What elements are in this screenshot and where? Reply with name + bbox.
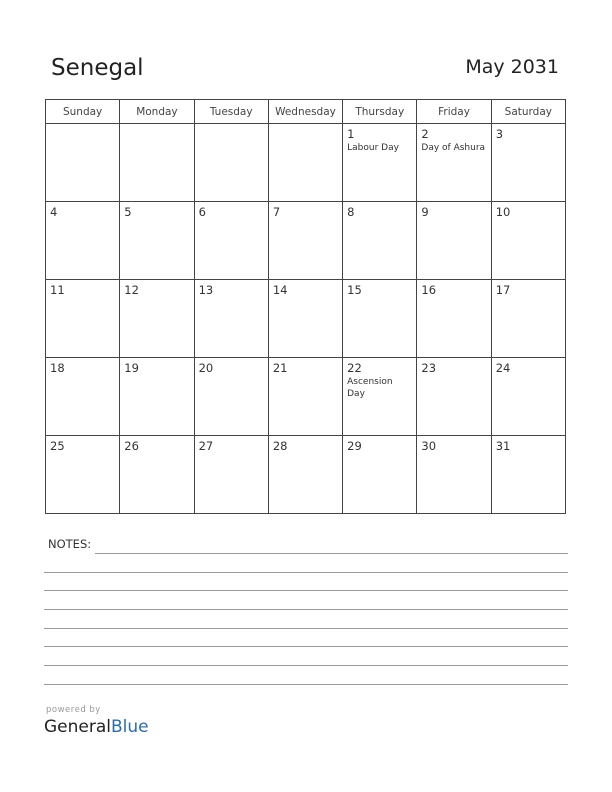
brand-name-general: General [44, 717, 111, 737]
day-cell [491, 436, 565, 514]
day-cell [194, 358, 268, 436]
day-number: 1 [347, 127, 355, 141]
weekday-header: Friday [417, 100, 491, 124]
day-cell [491, 124, 565, 202]
calendar-grid [45, 99, 566, 514]
day-cell [194, 280, 268, 358]
day-cell [46, 358, 120, 436]
country-title: Senegal [51, 55, 144, 81]
day-cell [46, 202, 120, 280]
day-cell [120, 436, 194, 514]
note-line [44, 609, 568, 610]
day-number: 19 [124, 361, 139, 375]
week-row [46, 436, 566, 514]
day-number: 25 [50, 439, 65, 453]
day-number: 21 [272, 361, 288, 375]
day-number: 18 [50, 361, 65, 375]
note-line [44, 572, 568, 573]
day-number: 4 [50, 205, 58, 219]
day-cell [268, 280, 342, 358]
day-number: 31 [495, 439, 511, 453]
note-line [44, 665, 568, 666]
day-number: 29 [347, 439, 362, 453]
week-row [46, 280, 566, 358]
notes-label: NOTES: [48, 537, 92, 551]
day-number: 17 [495, 283, 511, 297]
day-cell [46, 280, 120, 358]
holiday-label: Day of Ashura [421, 143, 486, 153]
week-row [46, 124, 566, 202]
day-number: 26 [124, 439, 139, 453]
day-number: 22 [347, 361, 362, 375]
day-cell [194, 124, 268, 202]
day-cell [46, 124, 120, 202]
day-cell [417, 124, 491, 202]
day-cell [268, 358, 342, 436]
day-number: 14 [272, 283, 288, 297]
day-cell [343, 124, 417, 202]
holiday-label: Ascension Day [347, 377, 393, 399]
day-cell [343, 358, 417, 436]
note-line [44, 646, 568, 647]
day-cell [46, 436, 120, 514]
weekday-header: Sunday [46, 100, 120, 124]
day-number: 12 [124, 283, 139, 297]
day-number: 11 [50, 283, 65, 297]
note-line [44, 628, 568, 629]
day-cell [417, 202, 491, 280]
weekday-header: Saturday [491, 100, 565, 124]
brand-name-blue: Blue [111, 717, 149, 737]
day-number: 2 [421, 127, 429, 141]
day-number: 9 [421, 205, 429, 219]
brand-logo [44, 717, 149, 737]
day-number: 23 [421, 361, 437, 375]
weekday-header: Monday [120, 100, 194, 124]
day-number: 5 [124, 205, 132, 219]
day-number: 30 [421, 439, 437, 453]
weekday-header: Wednesday [268, 100, 342, 124]
day-number: 24 [495, 361, 511, 375]
powered-by-text: powered by [46, 705, 101, 715]
day-cell [120, 358, 194, 436]
day-number: 28 [272, 439, 288, 453]
day-cell [120, 280, 194, 358]
note-line [44, 590, 568, 591]
day-cell [343, 202, 417, 280]
weekday-header: Thursday [343, 100, 417, 124]
note-line [44, 684, 568, 685]
note-line [95, 553, 568, 554]
weekday-header-row [46, 100, 566, 124]
day-cell [343, 436, 417, 514]
day-cell [491, 202, 565, 280]
holiday-label: Labour Day [347, 143, 399, 153]
day-cell [417, 280, 491, 358]
day-cell [417, 358, 491, 436]
day-cell [120, 124, 194, 202]
day-cell [268, 202, 342, 280]
day-number: 20 [198, 361, 214, 375]
day-number: 3 [495, 127, 504, 141]
day-cell [268, 436, 342, 514]
day-cell [194, 436, 268, 514]
day-cell [268, 124, 342, 202]
day-cell [491, 358, 565, 436]
week-row [46, 202, 566, 280]
day-cell [120, 202, 194, 280]
week-row [46, 358, 566, 436]
day-cell [343, 280, 417, 358]
day-number: 16 [421, 283, 437, 297]
day-number: 10 [495, 205, 511, 219]
day-cell [491, 280, 565, 358]
month-year-title: May 2031 [465, 56, 559, 78]
day-cell [417, 436, 491, 514]
weekday-header: Tuesday [194, 100, 268, 124]
day-cell [194, 202, 268, 280]
day-number: 27 [198, 439, 214, 453]
day-number: 7 [272, 205, 281, 219]
day-number: 8 [347, 205, 355, 219]
day-number: 13 [198, 283, 214, 297]
day-number: 15 [347, 283, 362, 297]
day-number: 6 [198, 205, 206, 219]
